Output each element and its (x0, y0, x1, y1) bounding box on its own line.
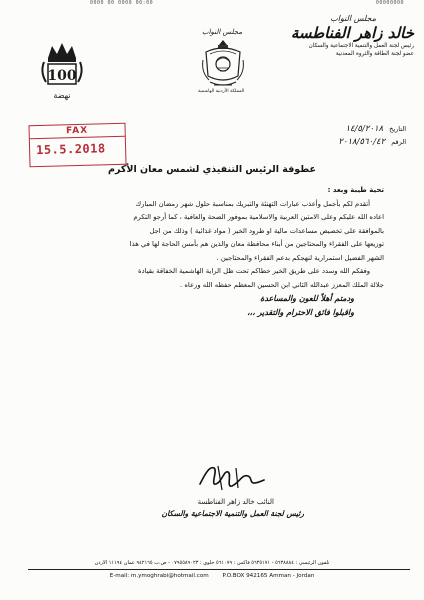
greeting: تحية طيبة وبعد : (327, 186, 384, 194)
letterhead-name: خالد زاهر الفناطسة (290, 24, 414, 42)
closing-line-1: ودمتم أهلاً للعون والمساعدة (260, 293, 354, 303)
letterhead (264, 14, 414, 58)
footer-divider (28, 569, 410, 570)
reference-label: الرقم (391, 138, 406, 146)
centennial-crown-logo-icon (38, 40, 86, 102)
handwritten-signature-icon (196, 462, 268, 492)
hashemite-coat-of-arms-icon (200, 38, 246, 90)
emblem-caption: مجلس النواب (202, 28, 243, 36)
fax-stamp-title: FAX (29, 124, 124, 139)
centennial-number: 100 (47, 68, 77, 84)
body-line: وفقكم الله وسدد على طريق الخير خطاكم تحت ظل الراية الهاشمية الخفاقة بقيادة (138, 267, 370, 275)
footer-pobox: P.O.BOX 942165 Amman - Jordan (222, 573, 315, 579)
body-line: توزيعها على الفقراء والمحتاجين من أبناء محافظة معان والذين هم بأمس الحاجة لها في هذا (129, 240, 384, 248)
body-line: الشهر الفضيل استمرارية لنهجكم بدعم الفقراء والمحتاجين . (216, 253, 384, 262)
footer-contact-arabic: تلفون الرئيسي : ٥٦٣٨٨٨٤ - ٥٦٣٥١٧١ فاكس : ٥٦١٠٧٩ خلوي : ٠٧٩٥٥٨٩٠٢٣ - ص.ب ٩٤٢١٦٥ عمان ١١١٩٤ الاردن (94, 560, 330, 566)
date-row (266, 124, 406, 134)
centennial-word: نهضة (53, 91, 71, 100)
body-line: جلالة الملك المعزز عبدالله الثاني ابن الحسين المعظم حفظه الله ورعاه . (180, 280, 384, 289)
signature-name: النائب خالد زاهر الفناطسة (197, 498, 274, 506)
footer-email: E-mail: m.ymoghrabi@hotmail.com (109, 573, 209, 579)
addressee: عطوفة الرئيس التنفيذي لشمس معان الأكرم (108, 164, 316, 175)
letterhead-line-2: عضو لجنة الطاقة والثروة المعدنية (335, 51, 414, 57)
fax-header-right: 00000000 (375, 0, 404, 6)
date-label: التاريخ (389, 125, 406, 133)
reference-value: ٢٠١٨/٥٦٠/٤٢ (338, 137, 386, 147)
letterhead-name-block (264, 14, 414, 42)
fax-stamp (28, 123, 126, 168)
fax-stamp-date: 15.5.2018 (35, 141, 106, 158)
letterhead-line-1: رئيس لجنة العمل والتنمية الاجتماعية والسكان (308, 43, 414, 49)
letter-body (56, 184, 384, 319)
body-line: أتقدم لكم بأجمل وأعذب عبارات التهنئة والتبريك بمناسبة حلول شهر رمضان المبارك (135, 199, 370, 208)
closing-line-2: واقبلوا فائق الاحترام والتقدير ،،، (247, 306, 354, 317)
fax-header-left: 0000 00 0000 00:00 (90, 0, 154, 6)
date-value: ١٤/٥/٢٠١٨ (345, 124, 384, 134)
letterhead-prefix: مجلس النواب (330, 14, 376, 23)
emblem-subcaption: المملكة الأردنية الهاشمية (198, 89, 245, 94)
signature-block (162, 497, 304, 519)
footer-contact-english (0, 573, 424, 579)
body-line: بالموافقة على تخصيص مساعدات مالية او طرود الخير ( مواد غذائية ) وذلك من اجل (149, 226, 384, 235)
signature-title: رئيس لجنة العمل والتنمية الاجتماعية والسكان (161, 509, 304, 518)
body-line: اعاده الله عليكم وعلى الامتين العربية والاسلامية بموفور الصحة والعافية ، كما أرجو التكرم (133, 213, 384, 221)
reference-row (266, 137, 406, 147)
